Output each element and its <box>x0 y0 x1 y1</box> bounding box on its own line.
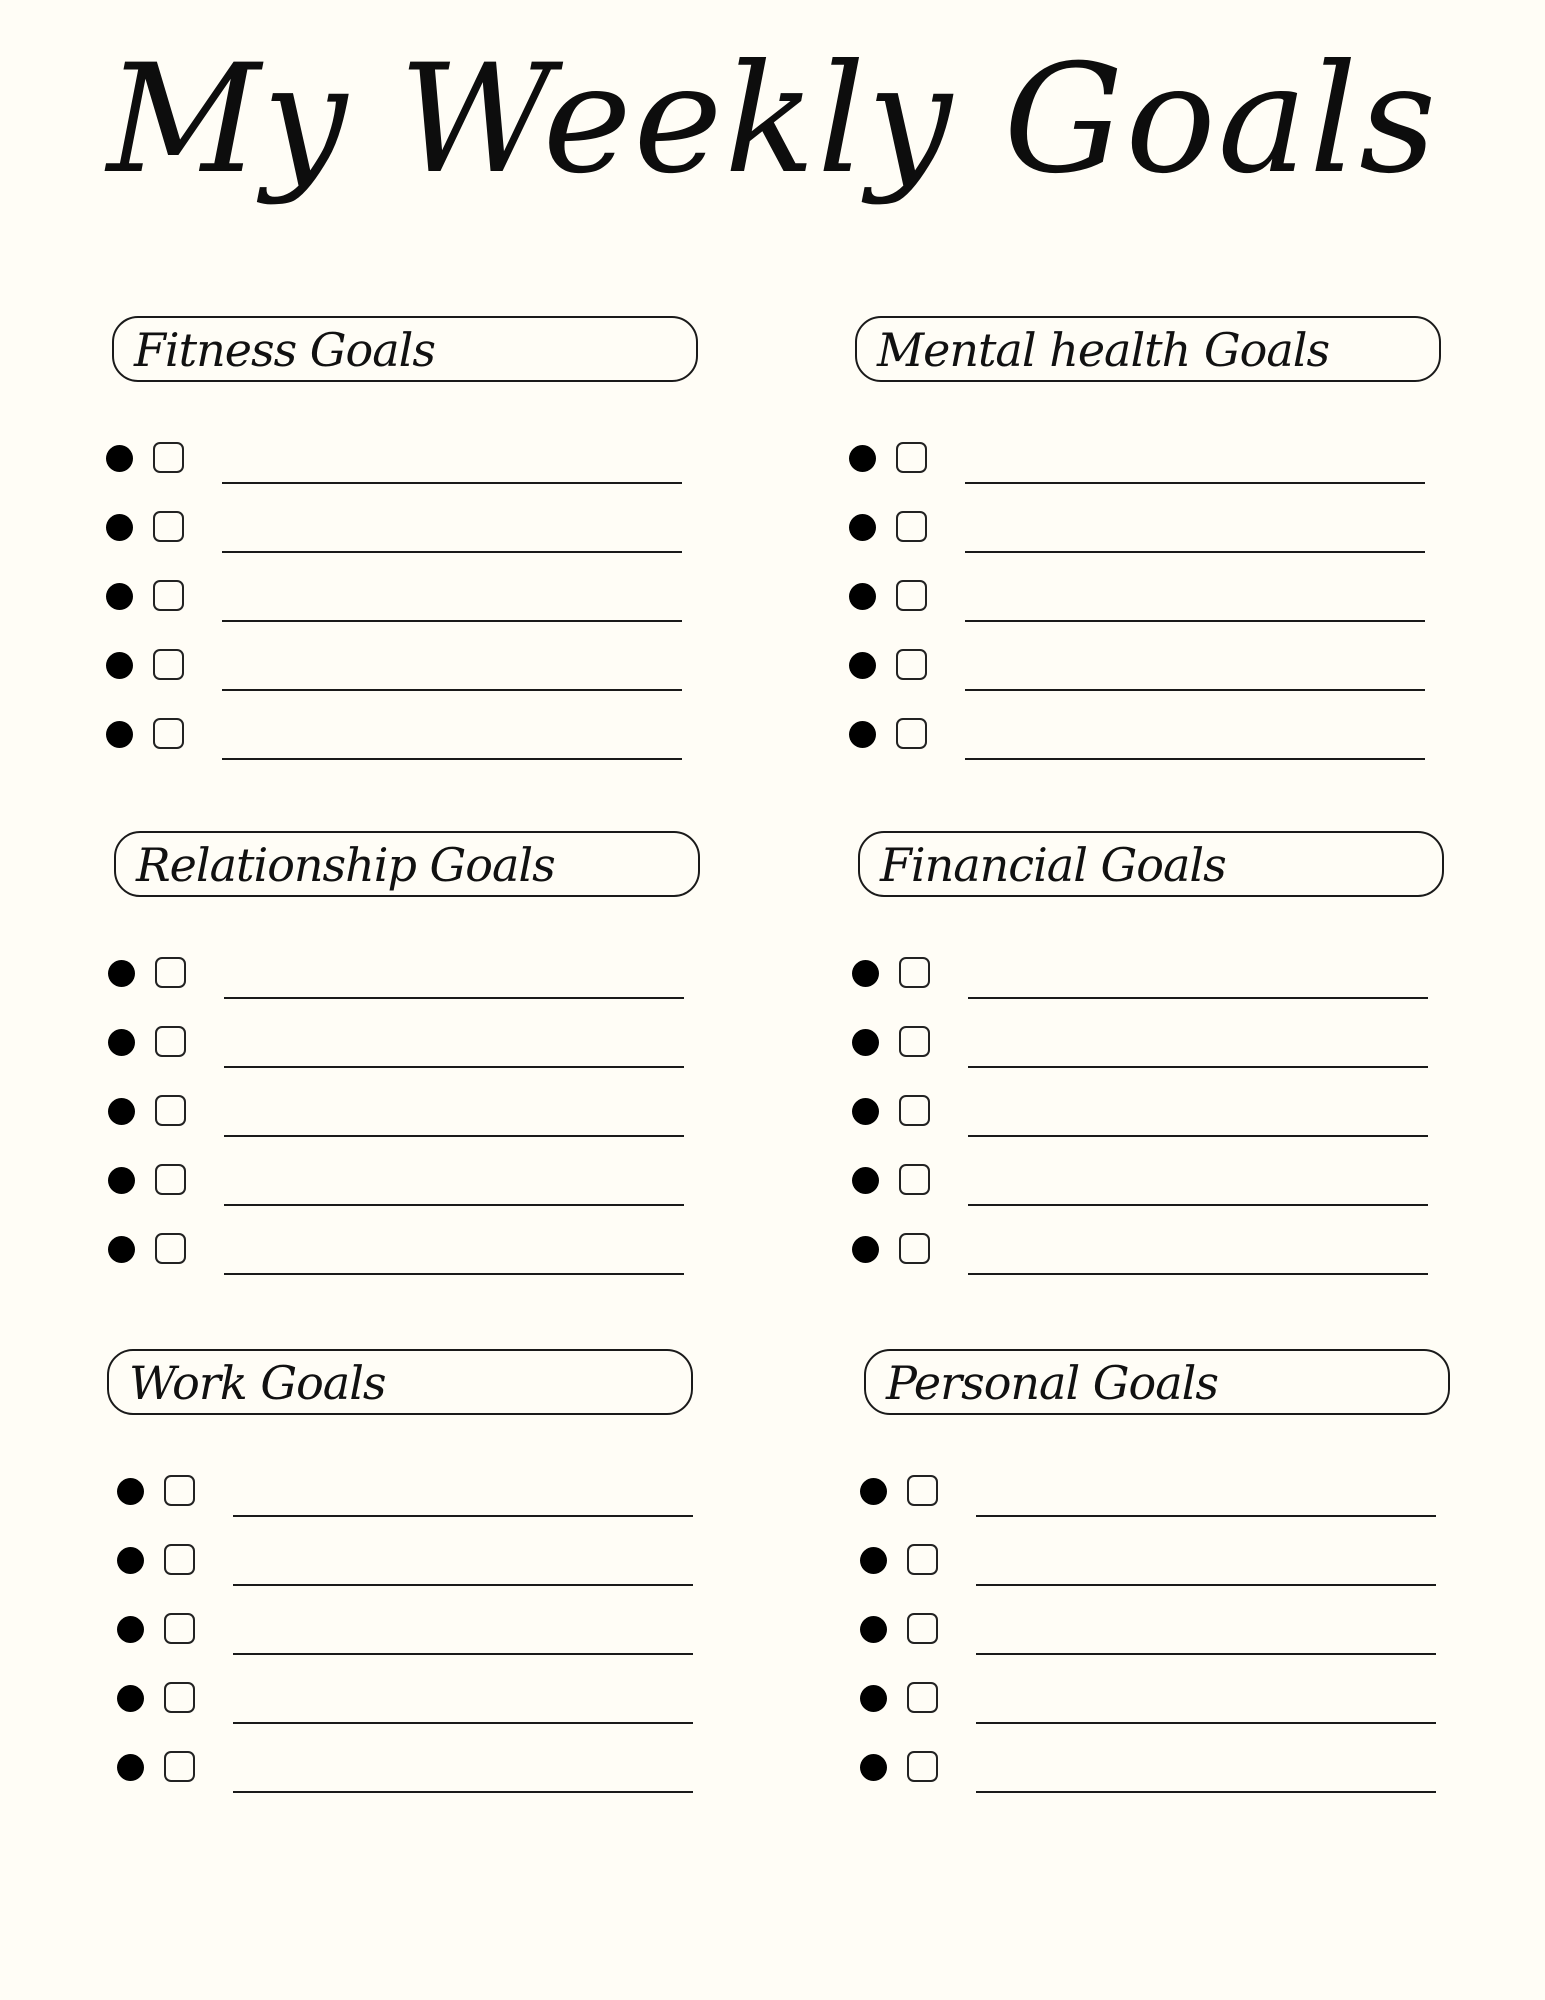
goal-input[interactable] <box>222 462 682 484</box>
section-title: Work Goals <box>129 1356 386 1410</box>
goal-item <box>114 949 714 1018</box>
goal-item <box>123 1743 723 1812</box>
goal-item <box>855 434 1455 503</box>
goal-input[interactable] <box>224 1184 684 1206</box>
section-title: Financial Goals <box>880 838 1226 892</box>
goal-input[interactable] <box>968 977 1428 999</box>
goal-checkbox[interactable] <box>899 1026 930 1057</box>
section-header <box>114 831 700 897</box>
bullet-icon <box>852 1098 879 1125</box>
goal-item <box>858 1087 1458 1156</box>
goal-input[interactable] <box>224 977 684 999</box>
goal-item <box>858 1225 1458 1294</box>
goal-input[interactable] <box>222 531 682 553</box>
goal-checkbox[interactable] <box>899 1164 930 1195</box>
goal-item <box>855 641 1455 710</box>
goal-list <box>112 434 712 779</box>
goal-item <box>112 710 712 779</box>
goal-checkbox[interactable] <box>155 957 186 988</box>
goal-input[interactable] <box>233 1702 693 1724</box>
bullet-icon <box>860 1685 887 1712</box>
goal-input[interactable] <box>224 1253 684 1275</box>
section-title: Relationship Goals <box>136 838 555 892</box>
bullet-icon <box>108 1029 135 1056</box>
goal-list <box>858 949 1458 1294</box>
bullet-icon <box>860 1616 887 1643</box>
goal-item <box>112 503 712 572</box>
goal-item <box>114 1225 714 1294</box>
goal-input[interactable] <box>222 600 682 622</box>
bullet-icon <box>117 1685 144 1712</box>
goal-item <box>123 1536 723 1605</box>
goal-input[interactable] <box>224 1046 684 1068</box>
section-title: Mental health Goals <box>877 323 1330 377</box>
goal-input[interactable] <box>965 738 1425 760</box>
goal-checkbox[interactable] <box>907 1613 938 1644</box>
goal-checkbox[interactable] <box>155 1095 186 1126</box>
goal-input[interactable] <box>233 1771 693 1793</box>
bullet-icon <box>106 652 133 679</box>
goal-input[interactable] <box>233 1495 693 1517</box>
goal-list <box>123 1467 723 1812</box>
goal-checkbox[interactable] <box>155 1026 186 1057</box>
bullet-icon <box>117 1478 144 1505</box>
goal-input[interactable] <box>965 669 1425 691</box>
goal-checkbox[interactable] <box>153 580 184 611</box>
bullet-icon <box>106 514 133 541</box>
bullet-icon <box>117 1547 144 1574</box>
goal-checkbox[interactable] <box>153 511 184 542</box>
goal-input[interactable] <box>968 1253 1428 1275</box>
goal-item <box>123 1467 723 1536</box>
bullet-icon <box>108 960 135 987</box>
goal-checkbox[interactable] <box>896 718 927 749</box>
goal-item <box>858 1018 1458 1087</box>
goal-checkbox[interactable] <box>164 1475 195 1506</box>
bullet-icon <box>117 1754 144 1781</box>
goal-item <box>858 949 1458 1018</box>
goal-input[interactable] <box>968 1184 1428 1206</box>
section-header <box>112 316 698 382</box>
goal-checkbox[interactable] <box>153 649 184 680</box>
goal-list <box>855 434 1455 779</box>
bullet-icon <box>849 445 876 472</box>
bullet-icon <box>117 1616 144 1643</box>
goal-input[interactable] <box>976 1702 1436 1724</box>
bullet-icon <box>852 1029 879 1056</box>
goal-item <box>114 1156 714 1225</box>
goal-checkbox[interactable] <box>153 442 184 473</box>
bullet-icon <box>849 721 876 748</box>
goal-item <box>855 503 1455 572</box>
bullet-icon <box>106 721 133 748</box>
goal-checkbox[interactable] <box>164 1613 195 1644</box>
goal-checkbox[interactable] <box>907 1751 938 1782</box>
goal-input[interactable] <box>222 738 682 760</box>
goal-input[interactable] <box>968 1046 1428 1068</box>
goal-item <box>112 434 712 503</box>
goal-checkbox[interactable] <box>896 511 927 542</box>
section-title: Fitness Goals <box>134 323 435 377</box>
goal-checkbox[interactable] <box>907 1544 938 1575</box>
goal-checkbox[interactable] <box>899 957 930 988</box>
bullet-icon <box>108 1167 135 1194</box>
goal-input[interactable] <box>976 1495 1436 1517</box>
goal-input[interactable] <box>976 1564 1436 1586</box>
section-header <box>107 1349 693 1415</box>
bullet-icon <box>860 1547 887 1574</box>
goal-item <box>858 1156 1458 1225</box>
goal-checkbox[interactable] <box>907 1475 938 1506</box>
goal-item <box>123 1674 723 1743</box>
goal-item <box>866 1743 1466 1812</box>
goal-checkbox[interactable] <box>896 580 927 611</box>
bullet-icon <box>852 1167 879 1194</box>
goal-item <box>866 1605 1466 1674</box>
goal-checkbox[interactable] <box>155 1164 186 1195</box>
goal-input[interactable] <box>222 669 682 691</box>
goal-item <box>123 1605 723 1674</box>
goal-checkbox[interactable] <box>164 1682 195 1713</box>
goal-list <box>114 949 714 1294</box>
goal-item <box>855 572 1455 641</box>
goal-checkbox[interactable] <box>153 718 184 749</box>
bullet-icon <box>852 960 879 987</box>
goal-input[interactable] <box>224 1115 684 1137</box>
bullet-icon <box>849 652 876 679</box>
bullet-icon <box>108 1236 135 1263</box>
goal-checkbox[interactable] <box>164 1544 195 1575</box>
bullet-icon <box>108 1098 135 1125</box>
goal-item <box>866 1536 1466 1605</box>
goal-input[interactable] <box>233 1564 693 1586</box>
goal-checkbox[interactable] <box>899 1095 930 1126</box>
goal-checkbox[interactable] <box>899 1233 930 1264</box>
goal-input[interactable] <box>968 1115 1428 1137</box>
goal-checkbox[interactable] <box>896 442 927 473</box>
section-header <box>855 316 1441 382</box>
goal-checkbox[interactable] <box>907 1682 938 1713</box>
bullet-icon <box>849 514 876 541</box>
goal-input[interactable] <box>233 1633 693 1655</box>
bullet-icon <box>849 583 876 610</box>
goal-item <box>866 1674 1466 1743</box>
goal-checkbox[interactable] <box>155 1233 186 1264</box>
bullet-icon <box>860 1478 887 1505</box>
goal-item <box>866 1467 1466 1536</box>
goal-input[interactable] <box>976 1771 1436 1793</box>
goal-input[interactable] <box>965 462 1425 484</box>
goal-list <box>866 1467 1466 1812</box>
goal-item <box>112 641 712 710</box>
goal-input[interactable] <box>965 600 1425 622</box>
page-title: My Weekly Goals <box>106 33 1439 207</box>
bullet-icon <box>106 445 133 472</box>
goal-input[interactable] <box>976 1633 1436 1655</box>
section-title: Personal Goals <box>886 1356 1218 1410</box>
bullet-icon <box>860 1754 887 1781</box>
goal-item <box>112 572 712 641</box>
section-header <box>864 1349 1450 1415</box>
goal-item <box>114 1018 714 1087</box>
bullet-icon <box>106 583 133 610</box>
goal-item <box>114 1087 714 1156</box>
goal-input[interactable] <box>965 531 1425 553</box>
goal-item <box>855 710 1455 779</box>
bullet-icon <box>852 1236 879 1263</box>
goal-checkbox[interactable] <box>164 1751 195 1782</box>
section-header <box>858 831 1444 897</box>
goal-checkbox[interactable] <box>896 649 927 680</box>
